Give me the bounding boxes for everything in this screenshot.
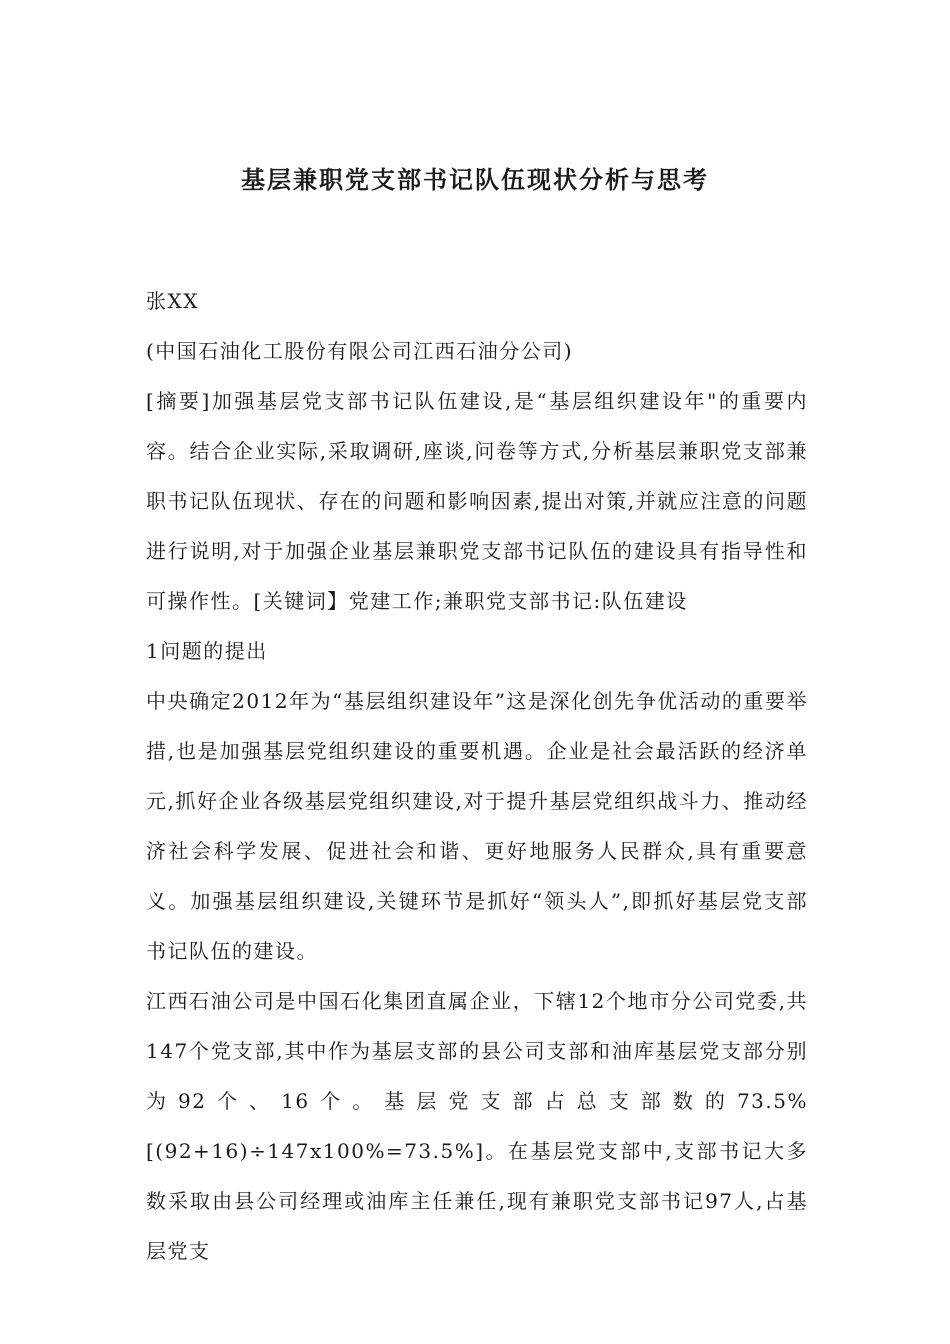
body-paragraph: 中央确定2012年为“基层组织建设年”这是深化创先争优活动的重要举措,也是加强基层党组织建设的重要机遇。企业是社会最活跃的经济单元,抓好企业各级基层党组织建设,对于提升基层党组织战斗力、推动经济社会科学发展、促进社会和谐、更好地服务人民群众,具有重要意义。加强基层组织建设,关键环节是抓好“领头人”,即抓好基层党支部书记队伍的建设。	[146, 689, 808, 963]
affiliation-line: (中国石油化工股份有限公司江西石油分公司)	[146, 339, 574, 363]
document-body	[146, 276, 808, 1276]
author-line: 张XX	[146, 289, 199, 313]
body-paragraph: 江西石油公司是中国石化集团直属企业，下辖12个地市分公司党委,共147个党支部,其中作为基层支部的县公司支部和油库基层党支部分别为92个、16个。基层党支部占总支部数的73.5%[(92+16)÷147x100%=73.5%]。在基层党支部中,支部书记大多数采取由县公司经理或油库主任兼任,现有兼职党支部书记97人,占基层党支	[146, 989, 808, 1263]
document-title: 基层兼职党支部书记队伍现状分析与思考	[241, 165, 709, 194]
section-heading: 1问题的提出	[146, 639, 268, 663]
abstract-paragraph: [摘要]加强基层党支部书记队伍建设,是“基层组织建设年"的重要内容。结合企业实际,采取调研,座谈,问卷等方式,分析基层兼职党支部兼职书记队伍现状、存在的问题和影响因素,提出对策,并就应注意的问题进行说明,对于加强企业基层兼职党支部书记队伍的建设具有指导性和可操作性。[关键词】党建工作;兼职党支部书记:队伍建设	[146, 389, 808, 613]
